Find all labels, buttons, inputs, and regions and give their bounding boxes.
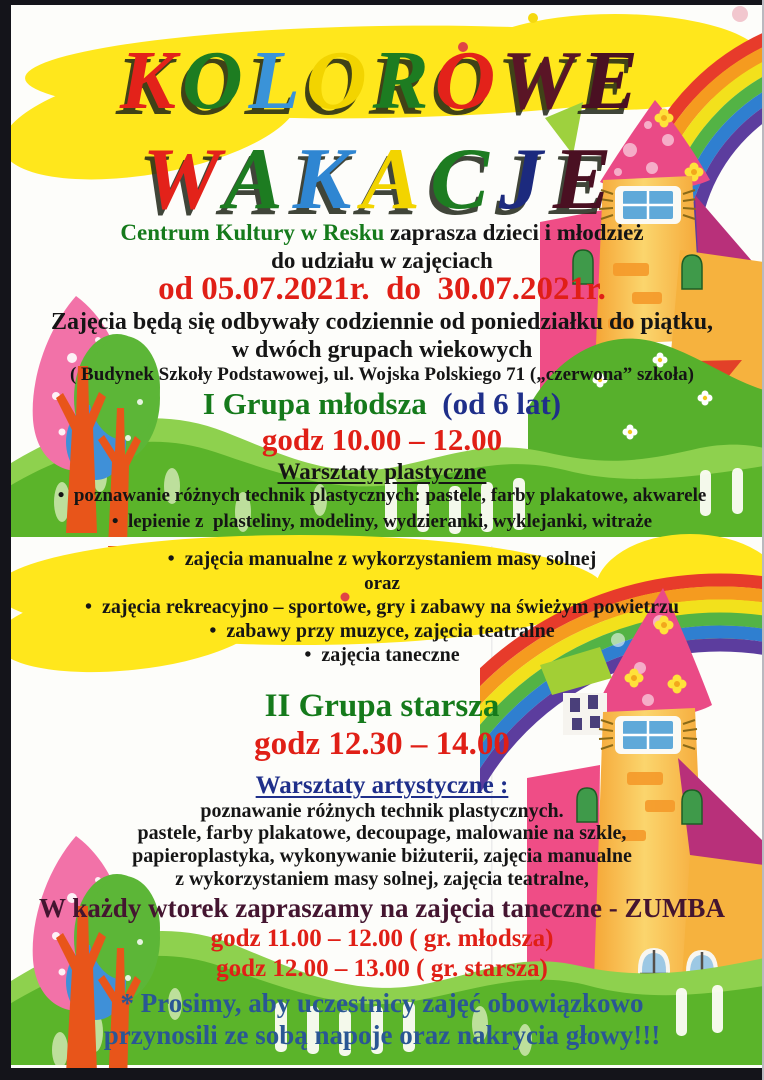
group1-bullet-6: • zajęcia taneczne: [0, 644, 764, 666]
group2-heading: II Grupa starsza: [264, 688, 500, 724]
zumba-hours-1: godz 11.00 – 12.00 ( gr. młodsza): [210, 925, 554, 952]
oraz-connector: oraz: [364, 573, 400, 594]
group1-heading: I Grupa młodsza (od 6 lat): [202, 386, 562, 421]
venue-line: ( Budynek Szkoły Podstawowej, ul. Wojska Polskiego 71 („czerwona” szkoła): [69, 364, 695, 385]
group1-bullet-3: • zajęcia manualne z wykorzystaniem masy solnej: [0, 548, 764, 570]
footer-note-line2: przynosili ze sobą napoje oraz nakrycia głowy!!!: [103, 1020, 661, 1050]
poster-title-line1: KOLOROWE: [119, 34, 645, 127]
group1-bullet-4: • zajęcia rekreacyjno – sportowe, gry i zabawy na świeżym powietrzu: [0, 596, 764, 618]
group1-hours: godz 10.00 – 12.00: [261, 422, 503, 457]
zumba-hours-2: godz 12.00 – 13.00 ( gr. starsza): [216, 955, 548, 982]
group2-detail-1: poznawanie różnych technik plastycznych.: [200, 800, 564, 822]
date-range: od 05.07.2021r. do 30.07.2021r.: [158, 271, 606, 307]
invite-line1: Centrum Kultury w Resku zaprasza dzieci i młodzież: [120, 220, 644, 245]
scan-border-top: [0, 0, 764, 5]
group2-detail-2: pastele, farby plakatowe, decoupage, malowanie na szkle,: [137, 822, 627, 844]
group2-hours: godz 12.30 – 14.00: [254, 726, 510, 762]
group1-bullet-1: • poznawanie różnych technik plastycznych: pastele, farby plakatowe, akwarele: [0, 485, 764, 506]
zumba-heading: W każdy wtorek zapraszamy na zajęcia taneczne - ZUMBA: [39, 893, 725, 923]
group2-detail-3: papieroplastyka, wykonywanie biżuterii, zajęcia manualne: [132, 845, 632, 867]
scan-border-bottom: [0, 1068, 764, 1080]
scan-border-left: [0, 0, 11, 1080]
group1-bullet-5: • zabawy przy muzyce, zajęcia teatralne: [0, 620, 764, 642]
schedule-line1: Zajęcia będą się odbywały codziennie od poniedziałku do piątku,: [50, 309, 714, 335]
footer-note-line1: * Prosimy, aby uczestnicy zajęć obowiązkowo: [120, 988, 644, 1018]
group1-workshop-title: Warsztaty plastyczne: [277, 459, 487, 484]
group2-detail-4: z wykorzystaniem masy solnej, zajęcia teatralne,: [175, 868, 589, 890]
group1-bullet-2: • lepienie z plasteliny, modeliny, wydzieranki, wyklejanki, witraże: [0, 511, 764, 532]
poster-title-line2: WAKACJE: [142, 131, 622, 228]
group2-workshop-title: Warsztaty artystyczne :: [255, 772, 509, 799]
invite-line2: do udziału w zajęciach: [271, 248, 493, 273]
schedule-line2: w dwóch grupach wiekowych: [231, 337, 533, 363]
